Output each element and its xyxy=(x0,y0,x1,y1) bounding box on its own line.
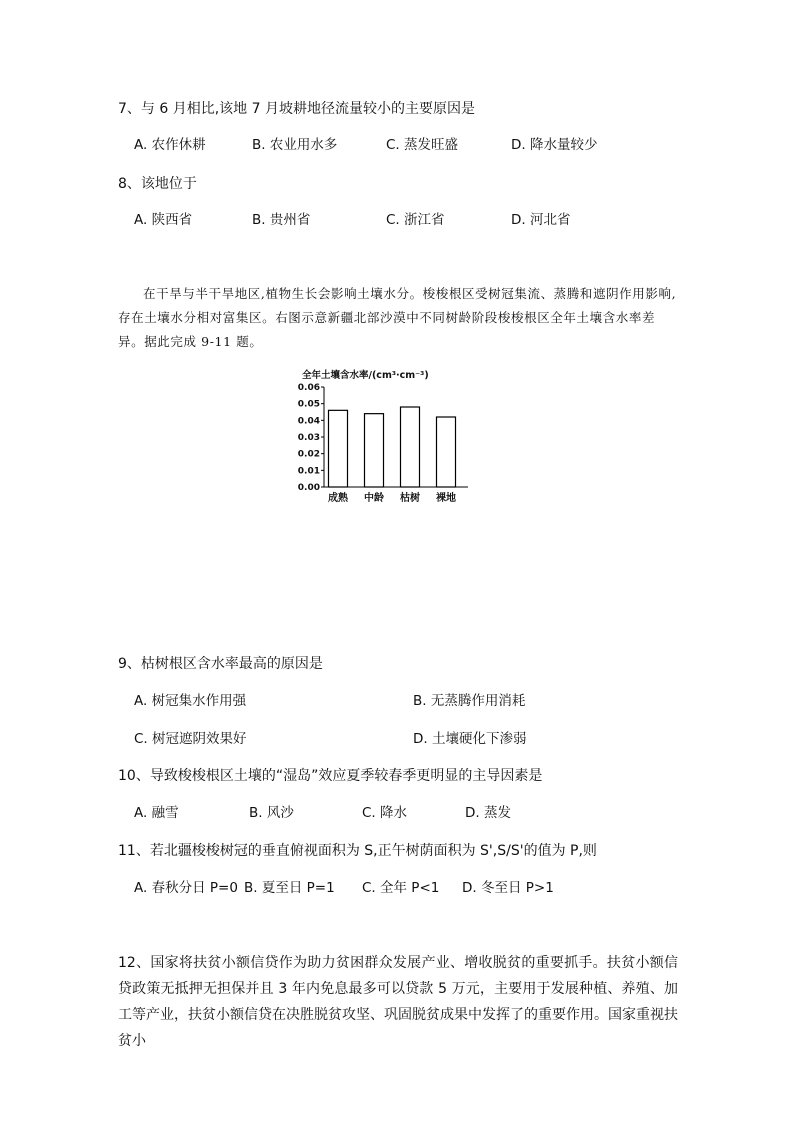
question-10-option-b: B. 风沙 xyxy=(249,805,294,821)
bar-3 xyxy=(401,407,420,487)
x-category-label: 成熟 xyxy=(328,493,348,504)
y-tick-label: 0.03 xyxy=(297,433,320,443)
question-7-stem: 7、与 6 月相比,该地 7 月坡耕地径流量较小的主要原因是 xyxy=(118,101,475,117)
question-7-option-b: B. 农业用水多 xyxy=(252,137,338,153)
y-tick-label: 0.04 xyxy=(297,416,320,427)
question-8-stem: 8、该地位于 xyxy=(118,176,197,192)
question-11-stem: 11、若北疆梭梭树冠的垂直俯视面积为 S,正午树荫面积为 S',S/S'的值为 P,则 xyxy=(118,843,597,859)
question-11-option-c: C. 全年 P<1 xyxy=(362,880,440,896)
question-11-option-b: B. 夏至日 P=1 xyxy=(244,880,335,896)
chart-title: 全年土壤含水率/(cm³·cm⁻³) xyxy=(302,370,429,381)
question-7-option-c: C. 蒸发旺盛 xyxy=(386,137,459,153)
y-tick-label: 0.02 xyxy=(297,449,320,460)
question-9-option-d: D. 土壤硬化下渗弱 xyxy=(413,731,527,747)
question-8-option-a: A. 陕西省 xyxy=(134,212,193,228)
y-tick-label: 0.05 xyxy=(297,399,320,410)
y-tick-label: 0.00 xyxy=(297,483,320,493)
bar-4 xyxy=(437,417,456,487)
question-8-option-b: B. 贵州省 xyxy=(252,212,311,228)
x-category-label: 枯树 xyxy=(400,493,420,504)
bar-2 xyxy=(365,414,384,487)
question-9-option-a: A. 树冠集水作用强 xyxy=(134,693,247,709)
x-category-label: 中龄 xyxy=(364,493,384,504)
x-category-label: 裸地 xyxy=(436,493,456,504)
question-11-option-d: D. 冬至日 P>1 xyxy=(462,880,554,896)
question-9-option-b: B. 无蒸腾作用消耗 xyxy=(413,693,526,709)
question-10-stem: 10、导致梭梭根区土壤的“湿岛”效应夏季较春季更明显的主导因素是 xyxy=(118,768,543,784)
question-7-option-a: A. 农作休耕 xyxy=(134,137,206,153)
question-10-option-a: A. 融雪 xyxy=(134,805,179,821)
question-11-option-a: A. 春秋分日 P=0 xyxy=(134,880,238,896)
question-9-stem: 9、枯树根区含水率最高的原因是 xyxy=(118,656,323,672)
y-tick-label: 0.06 xyxy=(297,383,320,393)
question-12-text: 12、国家将扶贫小额信贷作为助力贫困群众发展产业、增收脱贫的重要抓手。扶贫小额信贷政策无抵押无担保并且 3 年内免息最多可以贷款 5 万元，主要用于发展种植、养殖、加工等产业，扶贫小额信贷在决胜脱贫攻坚、巩固脱贫成果中发挥了的重要作用。国家重视扶贫小 xyxy=(118,955,678,1049)
y-tick-label: 0.01 xyxy=(297,466,320,477)
question-10-option-d: D. 蒸发 xyxy=(465,805,511,821)
soil-moisture-bar-chart xyxy=(288,366,470,510)
question-10-option-c: C. 降水 xyxy=(362,805,408,821)
question-9-option-c: C. 树冠遮阴效果好 xyxy=(134,731,247,747)
bar-1 xyxy=(329,410,348,487)
question-8-option-c: C. 浙江省 xyxy=(386,212,445,228)
passage-9-11: 在干旱与半干旱地区,植物生长会影响土壤水分。梭梭根区受树冠集流、蒸腾和遮阴作用影响,存在土壤水分相对富集区。右图示意新疆北部沙漠中不同树龄阶段梭梭根区全年土壤含水率差异。据此完成 9-11 题。 xyxy=(118,286,677,349)
question-8-option-d: D. 河北省 xyxy=(511,212,571,228)
question-7-option-d: D. 降水量较少 xyxy=(511,137,598,153)
